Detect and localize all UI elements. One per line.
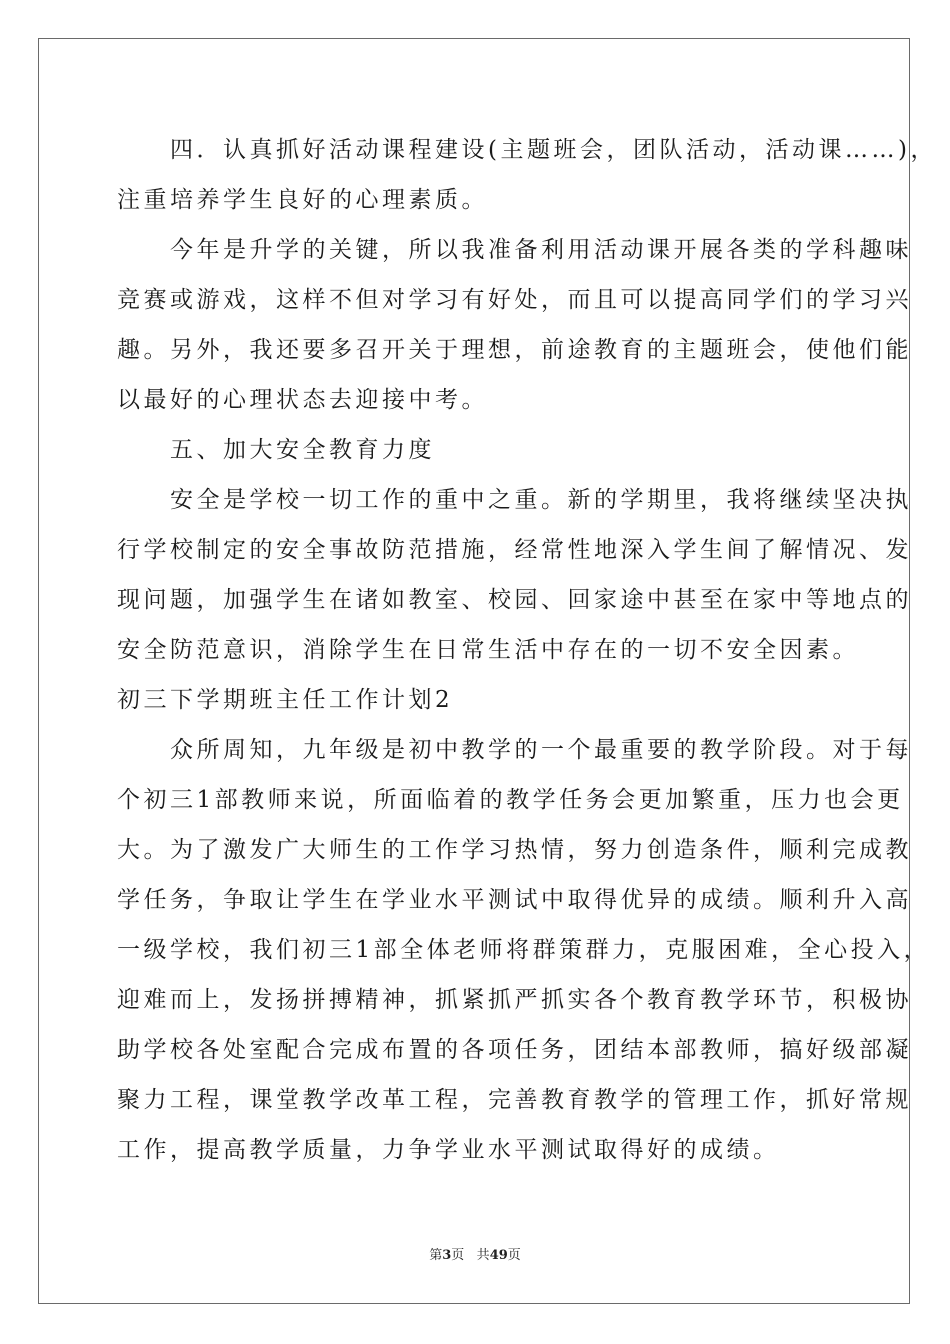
paragraph-line: 众所周知，九年级是初中教学的一个最重要的教学阶段。对于每 [117, 737, 912, 763]
page-footer [0, 1244, 950, 1263]
paragraph-line: 以最好的心理状态去迎接中考。 [117, 387, 488, 413]
paragraph-line: 四．认真抓好活动课程建设(主题班会，团队活动，活动课……)， [117, 137, 937, 163]
paragraph-line: 大。为了激发广大师生的工作学习热情，努力创造条件，顺利完成教 [117, 837, 912, 863]
paragraph-line: 安全是学校一切工作的重中之重。新的学期里，我将继续坚决执 [117, 487, 912, 513]
total-prefix: 共 [476, 1248, 490, 1263]
paragraph-line: 今年是升学的关键，所以我准备利用活动课开展各类的学科趣味 [117, 237, 912, 263]
total-suffix: 页 [507, 1248, 521, 1263]
page-suffix: 页 [451, 1248, 465, 1263]
paragraph-line: 工作，提高教学质量，力争学业水平测试取得好的成绩。 [117, 1137, 780, 1163]
document-title: 初三下学期班主任工作计划2 [117, 687, 454, 713]
paragraph-line: 助学校各处室配合完成布置的各项任务，团结本部教师，搞好级部凝 [117, 1037, 912, 1063]
paragraph-line: 学任务，争取让学生在学业水平测试中取得优异的成绩。顺利升入高 [117, 887, 912, 913]
paragraph-line: 现问题，加强学生在诸如教室、校园、回家途中甚至在家中等地点的 [117, 587, 912, 613]
page-prefix: 第 [429, 1248, 443, 1263]
paragraph-line: 趣。另外，我还要多召开关于理想，前途教育的主题班会，使他们能 [117, 337, 912, 363]
paragraph-line: 一级学校，我们初三1部全体老师将群策群力，克服困难，全心投入， [117, 937, 931, 963]
paragraph-line: 聚力工程，课堂教学改革工程，完善教育教学的管理工作，抓好常规 [117, 1087, 912, 1113]
paragraph-line: 注重培养学生良好的心理素质。 [117, 187, 488, 213]
paragraph-line: 行学校制定的安全事故防范措施，经常性地深入学生间了解情况、发 [117, 537, 912, 563]
paragraph-line: 个初三1部教师来说，所面临着的教学任务会更加繁重，压力也会更 [117, 787, 904, 813]
total-pages: 49 [489, 1248, 508, 1263]
paragraph-line: 竞赛或游戏，这样不但对学习有好处，而且可以提高同学们的学习兴 [117, 287, 912, 313]
paragraph-line: 安全防范意识，消除学生在日常生活中存在的一切不安全因素。 [117, 637, 859, 663]
page-number: 3 [442, 1248, 452, 1263]
section-heading: 五、加大安全教育力度 [117, 437, 435, 463]
paragraph-line: 迎难而上，发扬拼搏精神，抓紧抓严抓实各个教育教学环节，积极协 [117, 987, 912, 1013]
